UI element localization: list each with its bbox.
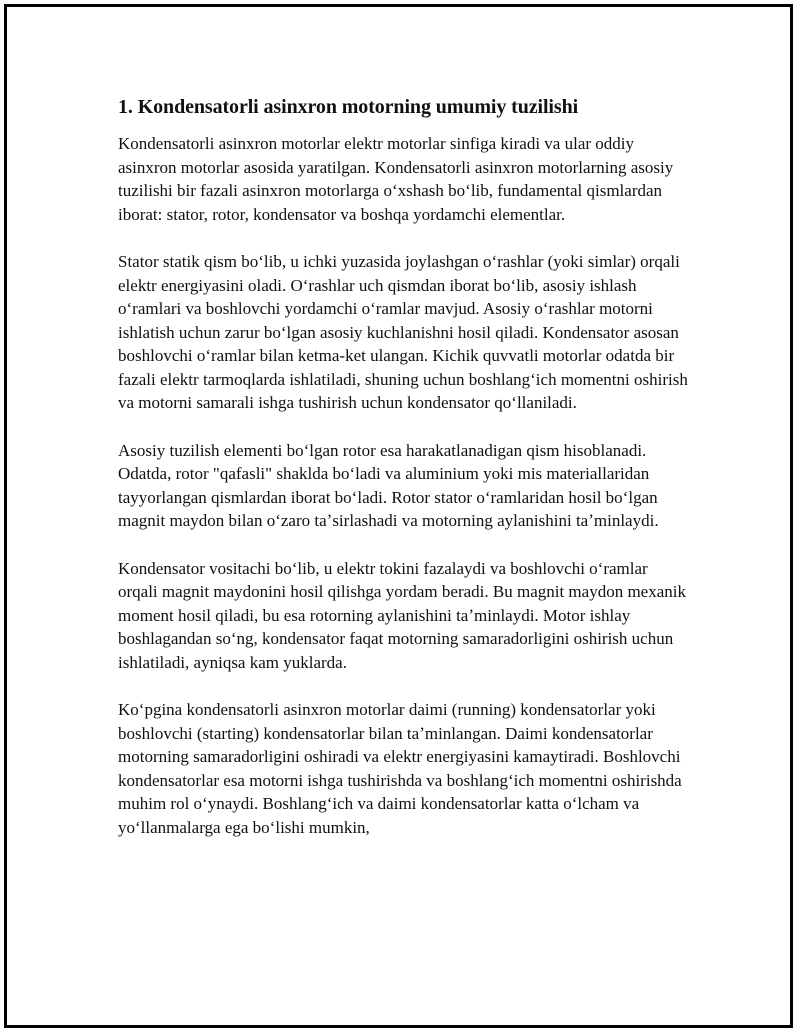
document-body [118,94,688,863]
paragraph-4: Kondensator vositachi boʻlib, u elektr tokini fazalaydi va boshlovchi oʻramlar orqali magnit maydonini hosil qilishga yordam beradi. Bu magnit maydon mexanik moment hosil qiladi, bu esa rotorning aylanishini taʼminlaydi. Motor ishlay boshlagandan soʻng, kondensator faqat motorning samaradorligini oshirish uchun ishlatiladi, ayniqsa kam yuklarda. [118,558,686,672]
paragraph-2: Stator statik qism boʻlib, u ichki yuzasida joylashgan oʻrashlar (yoki simlar) orqali elektr energiyasini oladi. Oʻrashlar uch qismdan iborat boʻlib, asosiy ishlash oʻramlari va boshlovchi yordamchi oʻramlar mavjud. Asosiy oʻrashlar motorni ishlatish uchun zarur boʻlgan asosiy kuchlanishni hosil qiladi. Kondensator asosan boshlovchi oʻramlar bilan ketma-ket ulangan. Kichik quvvatli motorlar odatda bir fazali elektr tarmoqlarda ishlatiladi, shuning uchun boshlangʻich momentni oshirish va motorni samarali ishga tushirish uchun kondensator qoʻllaniladi. [118,252,688,412]
paragraph-3: Asosiy tuzilish elementi boʻlgan rotor esa harakatlanadigan qism hisoblanadi. Odatda, rotor "qafasli" shaklda boʻladi va aluminium yoki mis materiallaridan tayyorlangan qismlardan iborat boʻladi. Rotor stator oʻramlaridan hosil boʻlgan magnit maydon bilan oʻzaro taʼsirlashadi va motorning aylanishini taʼminlaydi. [118,440,659,530]
paragraph-5: Koʻpgina kondensatorli asinxron motorlar daimi (running) kondensatorlar yoki boshlovchi (starting) kondensatorlar bilan taʼminlangan. Daimi kondensatorlar motorning samaradorligini oshiradi va elektr energiyasini kamaytiradi. Boshlovchi kondensatorlar esa motorni ishga tushirishda va boshlangʻich momentni oshirishda muhim rol oʻynaydi. Boshlangʻich va daimi kondensatorlar katta oʻlcham va yoʻllanmalarga ega boʻlishi mumkin, [118,700,682,837]
paragraph-1: Kondensatorli asinxron motorlar elektr motorlar sinfiga kiradi va ular oddiy asinxron motorlar asosida yaratilgan. Kondensatorli asinxron motorlarning asosiy tuzilishi bir fazali asinxron motorlarga oʻxshash boʻlib, fundamental qismlardan iborat: stator, rotor, kondensator va boshqa yordamchi elementlar. [118,134,674,224]
section-heading: 1. Kondensatorli asinxron motorning umumiy tuzilishi [118,96,579,118]
